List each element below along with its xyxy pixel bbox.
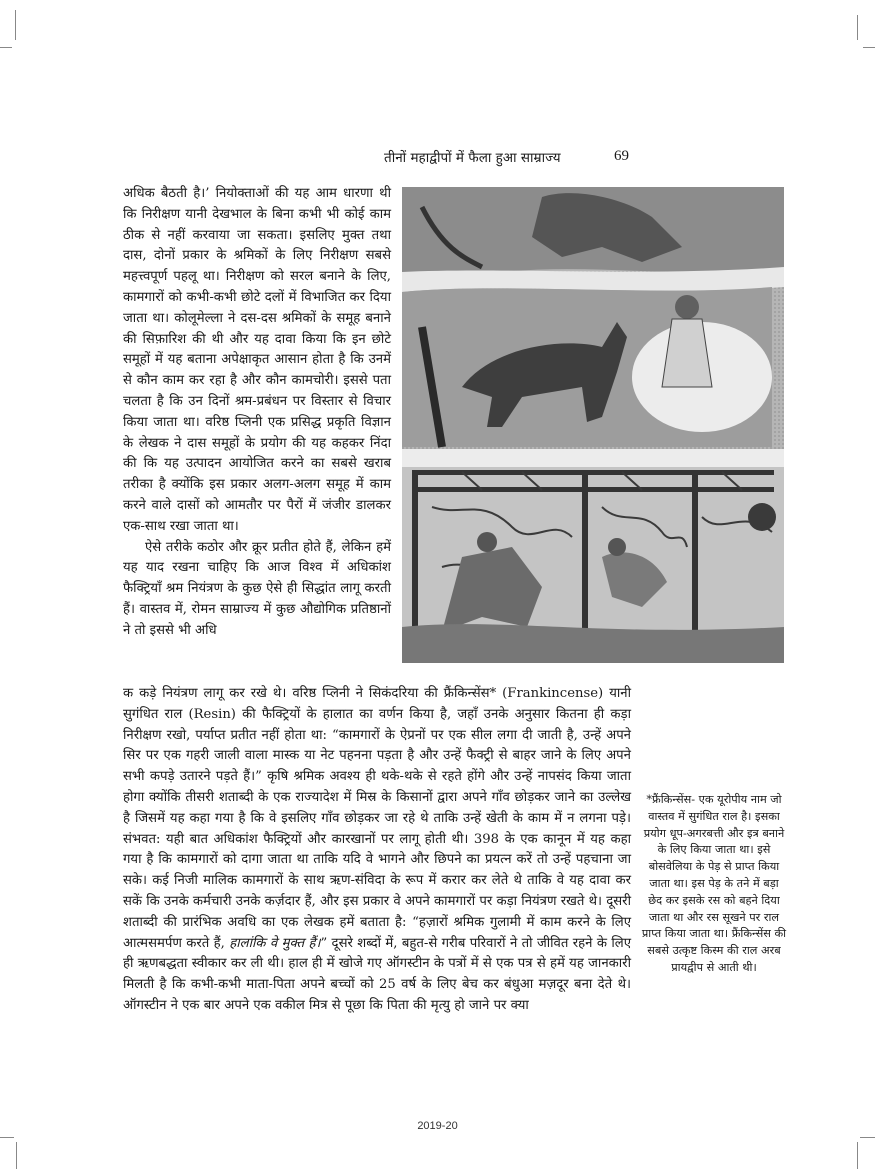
- crop-mark: [857, 15, 858, 40]
- crop-mark: [16, 1142, 17, 1169]
- italic-quote: हालांकि वे मुक्त हैं।: [229, 935, 321, 951]
- crop-mark: [860, 1137, 875, 1138]
- page-number: 69: [614, 148, 629, 164]
- paragraph: अधिक बैठती है।’ नियोक्ताओं की यह आम धारणा थी कि निरीक्षण यानी देखभाल के बिना कभी भी कोई काम ठीक से नहीं करवाया जा सकता। इसलिए मुक्त तथा दास, दोनों प्रकार के श्रमिकों के लिए निरीक्षण सबसे महत्त्वपूर्ण पहलू था। निरीक्षण को सरल बनाने के लिए, कामगारों को कभी-कभी छोटे दलों में विभाजित कर दिया जाता था। कोलूमेल्ला ने दस-दस श्रमिकों के समूह बनाने की सिफ़ारिश की थी और यह दावा किया कि इन छोटे समूहों में यह बताना अपेक्षाकृत आसान होता है कि उनमें से कौन काम कर रहा है और कौन कामचोरी। इससे पता चलता है कि उन दिनों श्रम-प्रबंधन पर विस्तार से विचार किया जाता था। वरिष्ठ प्लिनी एक प्रसिद्ध प्रकृति विज्ञान के लेखक ने दास समूहों के प्रयोग की यह कहकर निंदा की कि यह उत्पादन आयोजित करने का सबसे खराब तरीका है क्योंकि इस प्रकार अलग-अलग समूह में काम करने वाले दासों को आमतौर पर पैरों में जंजीर डालकर एक-साथ रखा जाता था।: [123, 186, 391, 534]
- footer-year: 2019-20: [417, 1120, 458, 1132]
- paragraph: [123, 684, 631, 1017]
- crop-mark: [0, 1137, 14, 1138]
- body-text: क कड़े नियंत्रण लागू कर रखे थे। वरिष्ठ प्लिनी ने सिकंदरिया की फ्रैंकिन्सेंस* (Frankincense) यानी सुगंधित राल (Resin) की फैक्ट्रियों के हालात का वर्णन किया है, जहाँ उनके अनुसार कितना ही कड़ा निरीक्षण रखो, पर्याप्त प्रतीत नहीं होता था: “कामगारों के ऐप्रनों पर एक सील लगा दी जाती है, उन्हें अपने सिर पर एक गहरी जाली वाला मास्क या नेट पहनना पड़ता है और उन्हें फैक्ट्री से बाहर जाने के लिए अपने सभी कपड़े उतारने पड़ते हैं।” कृषि श्रमिक अवश्य ही थके-थके से रहते होंगे और उन्हें नापसंद किया जाता होगा क्योंकि तीसरी शताब्दी के एक राज्यादेश में मिस्र के किसानों द्वारा अपने गाँव छोड़कर जाने का उल्लेख है जिसमें यह कहा गया है कि वे इसलिए गाँव छोड़कर जा रहे थे ताकि उन्हें खेती के काम में न लगना पड़े। संभवत: यही बात अधिकांश फैक्ट्रियों और कारखानों पर लागू होती थी। 398 के एक कानून में यह कहा गया है कि कामगारों को दागा जाता था ताकि यदि वे भागने और छिपने का प्रयत्न करें तो उन्हें पहचाना जा सके। कई निजी मालिक कामगारों के साथ ऋण-संविदा के रूप में करार कर लेते थे ताकि वे यह दावा कर सकें कि उनके कर्मचारी उनके कर्ज़दार हैं, और इस प्रकार वे अपने कामगारों पर कड़ा नियंत्रण रखते थे। दूसरी शताब्दी की प्रारंभिक अवधि का एक लेखक हमें बताता है: “हज़ारों श्रमिक गुलामी में काम करने के लिए आत्मसमर्पण करते हैं,: [123, 686, 631, 951]
- crop-mark: [0, 47, 12, 48]
- paragraph: ऐसे तरीके कठोर और क्रूर प्रतीत होते हैं, लेकिन हमें यह याद रखना चाहिए कि आज विश्व में अधिकांश फैक्ट्रियाँ श्रम नियंत्रण के कुछ ऐसे ही सिद्धांत लागू करती हैं। वास्तव में, रोमन साम्राज्य में कुछ औद्योगिक प्रतिष्ठानों ने तो इससे भी अधि: [123, 539, 391, 638]
- crop-mark: [863, 47, 875, 48]
- body-text: ” दूसरे शब्दों में, बहुत-से गरीब परिवारों ने तो जीवित रहने के लिए ही ऋणबद्धता स्वीकार कर ली थी। हाल ही में खोजे गए ऑगस्टीन के पत्रों में से एक पत्र से हमें यह जानकारी मिलती है कि कभी-कभी माता-पिता अपने बच्चों को 25 वर्ष के लिए बेच कर बंधुआ मज़दूर बना देते थे। ऑगस्टीन ने एक बार अपने एक वकील मित्र से पूछा कि पिता की मृत्यु हो जाने पर क्या: [123, 935, 631, 1013]
- running-head: [384, 148, 629, 166]
- mosaic-figure: [402, 187, 784, 663]
- crop-mark: [15, 10, 16, 40]
- margin-note-frankincense: *फ्रैंकिन्सेंस- एक यूरोपीय नाम जो वास्तव में सुगंधित राल है। इसका प्रयोग धूप-अगरबत्ती और इत्र बनाने के लिए किया जाता था। इसे बोसवेलिया के पेड़ से प्राप्त किया जाता था। इस पेड़ के तने में बड़ा छेद कर इसके रस को बहने दिया जाता था और रस सूखने पर राल प्राप्त किया जाता था। फ्रैंकिन्सेंस की सबसे उत्कृष्ट किस्म की राल अरब प्रायद्वीप से आती थी।: [641, 793, 787, 974]
- left-column: [123, 184, 391, 642]
- full-width-text: [123, 684, 631, 1017]
- crop-mark: [857, 1142, 858, 1169]
- mosaic-image: [402, 187, 784, 663]
- chapter-title: तीनों महाद्वीपों में फैला हुआ साम्राज्य: [384, 150, 561, 166]
